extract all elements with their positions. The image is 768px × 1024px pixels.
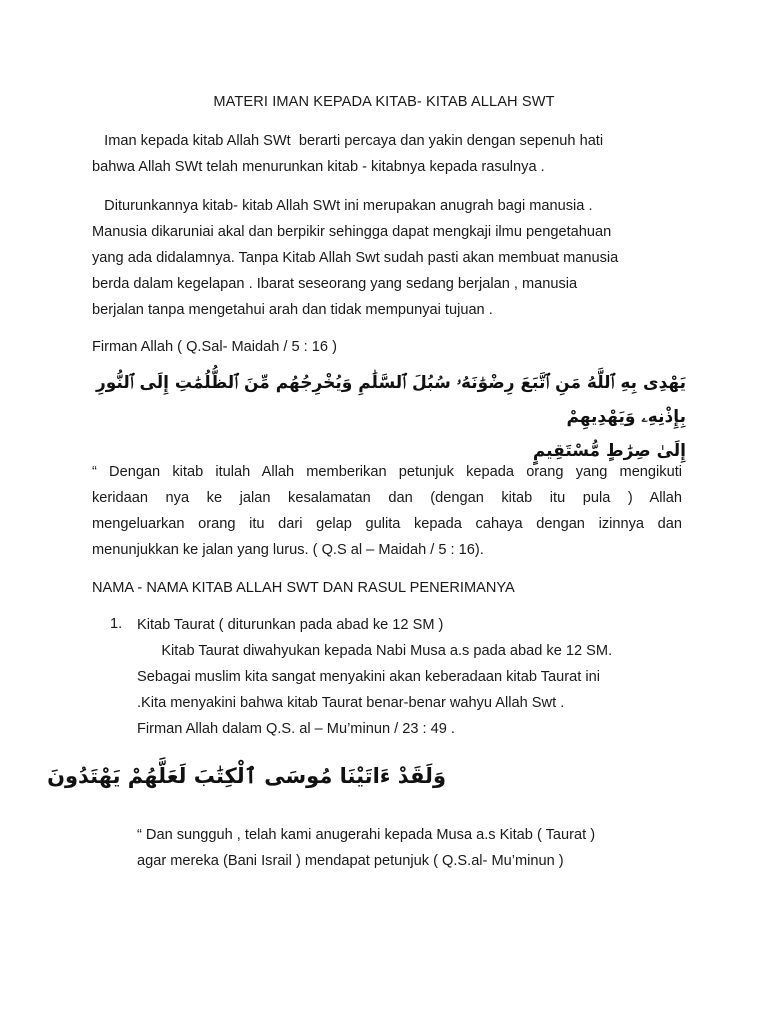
arabic-verse-maidah-line-1: يَهْدِى بِهِ ٱللَّهُ مَنِ ٱتَّبَعَ رِضْوَٰنَهُۥ سُبُلَ ٱلسَّلَٰمِ وَيُخْرِجُهُم مِّنَ ٱلظُّلُمَٰتِ إِلَى ٱلنُّورِ بِإِذْنِهِۦ وَيَهْدِيهِمْ <box>95 373 686 427</box>
list-item-taurat-line-1: Kitab Taurat diwahyukan kepada Nabi Musa a.s pada abad ke 12 SM. <box>137 643 613 659</box>
paragraph-2-line-1: Diturunkannya kitab- kitab Allah SWt ini merupakan anugrah bagi manusia . <box>92 198 593 214</box>
intro-line-1: Iman kepada kitab Allah SWt berarti percaya dan yakin dengan sepenuh hati <box>92 133 604 149</box>
translation-maidah-line-1: “ Dengan kitab itulah Allah memberikan petunjuk kepada orang yang mengikuti <box>92 464 682 480</box>
paragraph-2 <box>92 193 682 323</box>
translation-muminun-line-1: “ Dan sungguh , telah kami anugerahi kepada Musa a.s Kitab ( Taurat ) <box>137 827 596 843</box>
list-item-taurat-line-4: Firman Allah dalam Q.S. al – Mu’minun / 23 : 49 . <box>137 721 455 737</box>
translation-muminun <box>137 822 682 874</box>
translation-maidah-line-3: mengeluarkan orang itu dari gelap gulita kepada cahaya dengan izinnya dan <box>92 516 682 532</box>
list-item-taurat <box>137 612 682 742</box>
paragraph-2-line-2: Manusia dikaruniai akal dan berpikir sehingga dapat mengkaji ilmu pengetahuan <box>92 224 612 240</box>
translation-maidah-line-4: menunjukkan ke jalan yang lurus. ( Q.S al – Maidah / 5 : 16). <box>92 542 484 558</box>
arabic-verse-muminun: وَلَقَدْ ءَاتَيْنَا مُوسَى ٱلْكِتَٰبَ لَعَلَّهُمْ يَهْتَدُونَ <box>47 764 446 788</box>
intro-line-2: bahwa Allah SWt telah menurunkan kitab - kitabnya kepada rasulnya . <box>92 159 545 175</box>
firman-reference-1: Firman Allah ( Q.Sal- Maidah / 5 : 16 ) <box>92 339 337 355</box>
list-item-taurat-line-3: .Kita menyakini bahwa kitab Taurat benar-benar wahyu Allah Swt . <box>137 695 565 711</box>
intro-paragraph <box>92 128 682 180</box>
paragraph-2-line-4: berda dalam kegelapan . Ibarat seseorang yang sedang berjalan , manusia <box>92 276 578 292</box>
arabic-verse-maidah-line-2: إِلَىٰ صِرَٰطٍ مُّسْتَقِيمٍ <box>532 441 686 461</box>
list-number-1: 1. <box>110 616 123 632</box>
list-item-taurat-heading: Kitab Taurat ( diturunkan pada abad ke 12 SM ) <box>137 617 444 633</box>
arabic-verse-maidah <box>86 366 686 468</box>
list-item-taurat-line-2: Sebagai muslim kita sangat menyakini akan keberadaan kitab Taurat ini <box>137 669 600 685</box>
paragraph-2-line-5: berjalan tanpa mengetahui arah dan tidak mempunyai tujuan . <box>92 302 493 318</box>
translation-maidah <box>92 459 682 563</box>
section-heading: NAMA - NAMA KITAB ALLAH SWT DAN RASUL PENERIMANYA <box>92 580 515 596</box>
translation-maidah-line-2: keridaan nya ke jalan kesalamatan dan (dengan kitab itu pula ) Allah <box>92 490 682 506</box>
paragraph-2-line-3: yang ada didalamnya. Tanpa Kitab Allah Swt sudah pasti akan membuat manusia <box>92 250 619 266</box>
translation-muminun-line-2: agar mereka (Bani Israil ) mendapat petunjuk ( Q.S.al- Mu’minun ) <box>137 853 564 869</box>
page-title: MATERI IMAN KEPADA KITAB- KITAB ALLAH SWT <box>213 94 555 110</box>
